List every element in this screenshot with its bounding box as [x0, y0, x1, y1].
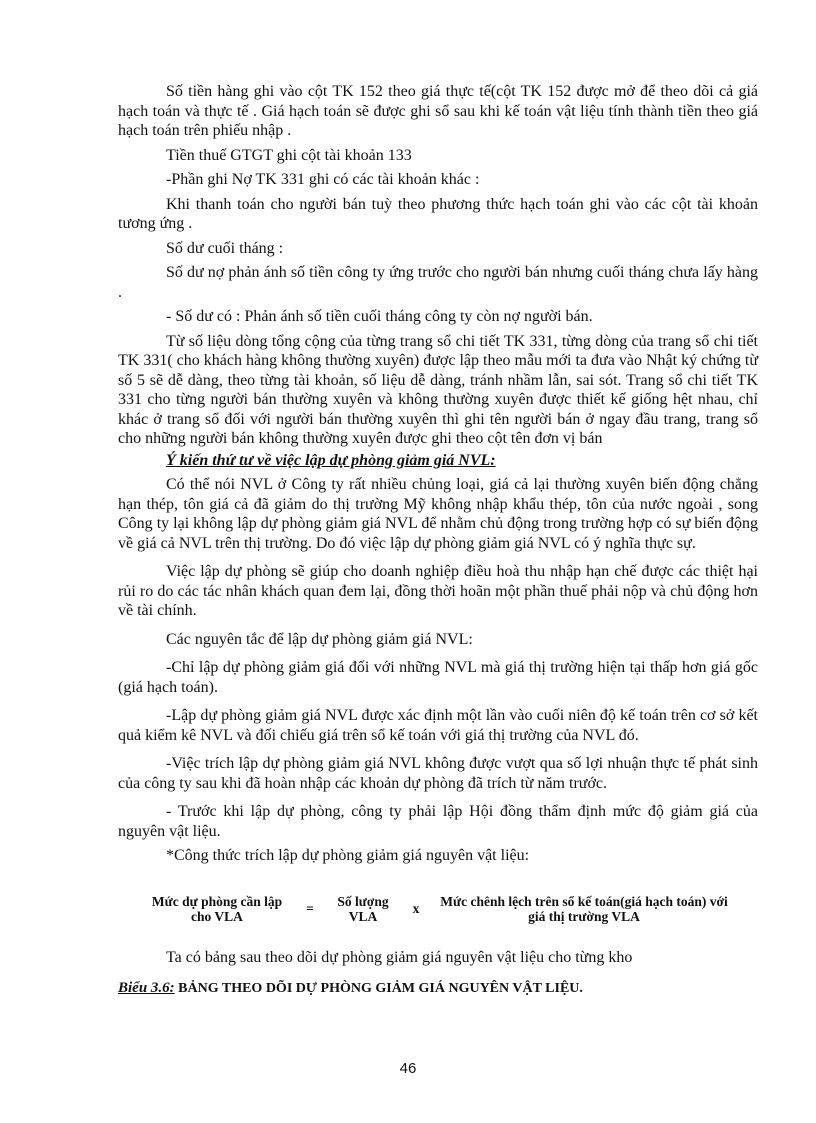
formula-left: Mức dự phòng cần lập cho VLA	[151, 893, 283, 924]
paragraph: - Số dư có : Phản ánh số tiền cuối tháng công ty còn nợ người bán.	[166, 308, 593, 325]
paragraph: Khi thanh toán cho người bán tuỳ theo phương thức hạch toán ghi vào các cột tài khoản tương ứng .	[118, 195, 758, 232]
paragraph: -Chỉ lập dự phòng giảm giá đối với những NVL mà giá thị trường hiện tại thấp hơn giá gốc (giá hạch toán).	[118, 659, 758, 696]
formula-equals: =	[306, 901, 314, 916]
paragraph: Số dư cuối tháng :	[166, 239, 284, 257]
paragraph: Các nguyên tắc để lập dự phòng giảm giá NVL:	[166, 630, 473, 648]
page-number: 46	[399, 1060, 417, 1077]
provision-formula	[118, 894, 758, 924]
paragraph: Việc lập dự phòng sẽ giúp cho doanh nghiệp điều hoà thu nhập hạn chế được các thiệt hại rủi ro do các tác nhân khách quan đem lại, đồng thời hoãn một phần thuế phải nộp và chủ động hơn về tài chính.	[118, 563, 758, 619]
formula-right: Mức chênh lệch trên sổ kế toán(giá hạch toán) với giá thị trường VLA	[440, 893, 728, 924]
table-title	[118, 979, 758, 999]
paragraph: *Công thức trích lập dự phòng giảm giá nguyên vật liệu:	[166, 847, 530, 864]
paragraph: Số tiền hàng ghi vào cột TK 152 theo giá thực tế(cột TK 152 được mở để theo dõi cả giá hạch toán và thực tế . Giá hạch toán sẽ được ghi sổ sau khi kế toán vật liệu tính thành tiền theo giá hạch toán trên phiếu nhập .	[118, 83, 758, 139]
paragraph: -Lập dự phòng giảm giá NVL được xác định một lần vào cuối niên độ kế toán trên cơ sở kết quả kiểm kê NVL và đối chiếu giá trên sổ kế toán với giá thị trường của NVL đó.	[118, 707, 758, 744]
paragraph: -Phần ghi Nợ TK 331 ghi có các tài khoản khác :	[166, 171, 480, 188]
paragraph: Ta có bảng sau theo dõi dự phòng giảm giá nguyên vật liệu cho từng kho	[166, 948, 633, 966]
table-title-text: BẢNG THEO DÕI DỰ PHÒNG GIẢM GIÁ NGUYÊN VẬT LIỆU.	[174, 981, 583, 996]
paragraph: -Việc trích lập dự phòng giảm giá NVL không được vượt qua số lợi nhuận thực tế phát sinh của công ty sau khi đã hoàn nhập các khoản dự phòng đã trích từ năm trước.	[118, 755, 758, 792]
formula-times: x	[412, 901, 420, 916]
paragraph: Từ số liệu dòng tổng cộng của từng trang sổ chi tiết TK 331, từng dòng của trang sổ chi tiết TK 331( cho khách hàng không thường xuyên) được lập theo mẫu mới ta đưa vào Nhật ký chứng từ số 5 sẽ dễ dàng, theo từng tài khoản, số liệu dễ dàng, tránh nhầm lẫn, sai sót. Trang sổ chi tiết TK 331 cho từng người bán thường xuyên và không thường xuyên được thiết kế giống hệt nhau, chỉ khác ở trang sổ đối với người bán thường xuyên thì ghi tên người bán ở ngay đầu trang, trang sổ cho những người bán không thường xuyên được ghi theo cột tên đơn vị bán	[118, 332, 758, 447]
paragraph: Số dư nợ phản ánh số tiền công ty ứng trước cho người bán nhưng cuối tháng chưa lấy hàng .	[118, 264, 758, 301]
paragraph: Tiền thuế GTGT ghi cột tài khoản 133	[166, 146, 412, 164]
paragraph: Có thể nói NVL ở Công ty rất nhiều chủng loại, giá cả lại thường xuyên biến động chẳng hạn thép, tôn giá cả đã giảm do thị trường Mỹ không nhập khẩu thép, tôn của nước ngoài , song Công ty lại không lập dự phòng giảm giá NVL để nhằm chủ động trong trường hợp có sự biến động về giá cả NVL trên thị trường. Do đó việc lập dự phòng giảm giá NVL có ý nghĩa thực sự.	[118, 476, 758, 552]
table-title-label: Biểu 3.6:	[118, 980, 175, 996]
formula-quantity: Số lượng VLA	[337, 893, 389, 924]
section-heading: Ý kiến thứ tư về việc lập dự phòng giảm giá NVL:	[166, 451, 496, 469]
paragraph: - Trước khi lập dự phòng, công ty phải lập Hội đồng thẩm định mức độ giảm giá của nguyên vật liệu.	[118, 803, 758, 840]
document-body	[118, 82, 758, 999]
